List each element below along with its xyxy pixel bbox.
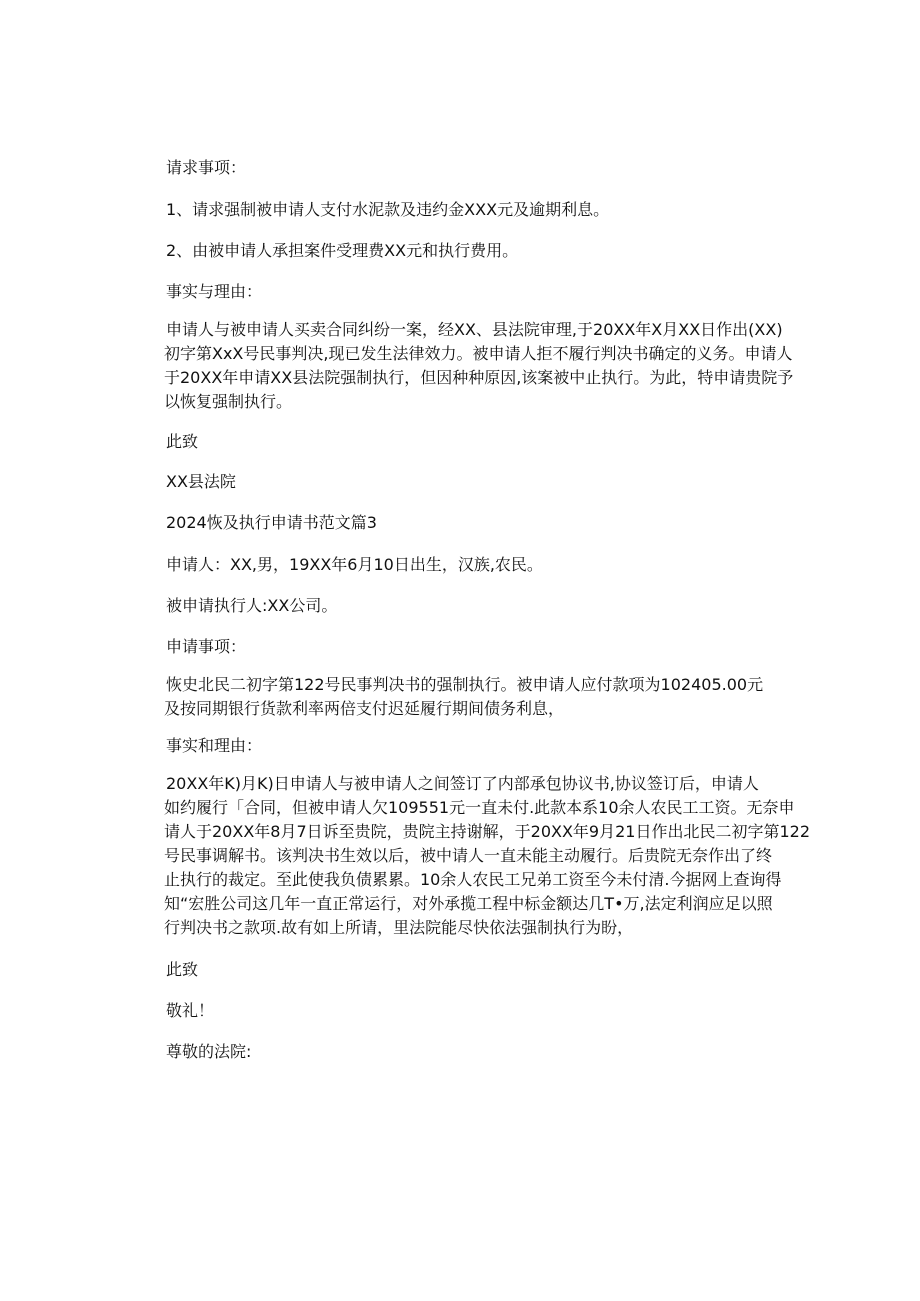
application-line: 及按同期银行货款利率两倍支付迟延履行期间债务利息， <box>164 699 565 718</box>
facts-2-line: 止执行的裁定。至此使我负债累累。10余人农民工兄弟工资至今未付清.今据网上查询得 <box>164 870 782 889</box>
addressee: 尊敬的法院: <box>166 1042 252 1061</box>
facts-2-line: 20XX年K)月K)日申请人与被申请人之间签订了内部承包协议书,协议签订后，申请人 <box>166 774 759 793</box>
section-title: 2024恢及执行申请书范文篇3 <box>166 513 377 532</box>
heading-request: 请求事项： <box>166 158 247 177</box>
heading-facts-2: 事实和理由： <box>166 736 263 755</box>
facts-2-line: 行判决书之款项.故有如上所请，里法院能尽快依法强制执行为盼， <box>164 918 634 937</box>
court-name: XX县法院 <box>166 472 236 491</box>
heading-application: 申请事项： <box>166 637 247 656</box>
application-paragraph <box>166 673 786 721</box>
closing-2: 此致 <box>166 960 199 979</box>
facts-2-paragraph <box>164 772 811 940</box>
facts-2-line: 号民事调解书。该判决书生效以后，被中请人一直未能主动履行。后贵院无奈作出了终 <box>164 846 773 865</box>
request-item-1: 1、请求强制被申请人支付水泥款及违约金XXX元及逾期利息。 <box>166 200 610 219</box>
facts-line: 初字第XxX号民事判决,现已发生法律效力。被申请人拒不履行判决书确定的义务。申请人 <box>164 344 793 363</box>
heading-facts: 事实与理由： <box>166 282 263 301</box>
request-item-2: 2、由被申请人承担案件受理费XX元和执行费用。 <box>166 241 519 260</box>
facts-2-line: 知“宏胜公司这几年一直正常运行，对外承揽工程中标金额达几T•万,法定利润应足以照 <box>164 894 773 913</box>
facts-line: 以恢复强制执行。 <box>164 392 293 411</box>
facts-line: 申请人与被申请人买卖合同纠纷一案，经XX、县法院审理,于20XX年X月XX日作出(XX) <box>166 320 783 339</box>
closing-1: 此致 <box>166 432 199 451</box>
respondent-line: 被申请执行人:XX公司。 <box>166 596 338 615</box>
facts-paragraph <box>164 318 794 414</box>
salute: 敬礼！ <box>166 1001 215 1020</box>
facts-line: 于20XX年申请XX县法院强制执行，但因种种原因,该案被中止执行。为此，特申请贵院予 <box>164 368 794 387</box>
facts-2-line: 请人于20XX年8月7日诉至贵院，贵院主持谢解，于20XX年9月21日作出北民二初字第122 <box>164 822 811 841</box>
facts-2-line: 如约履行「合同，但被申请人欠109551元一直未付.此款本系10余人农民工工资。无奈申 <box>164 798 795 817</box>
application-line: 恢史北民二初字第122号民事判决书的强制执行。被申请人应付款项为102405.00元 <box>166 675 764 694</box>
applicant-line: 申请人：XX,男，19XX年6月10日出生，汉族,农民。 <box>166 555 543 574</box>
